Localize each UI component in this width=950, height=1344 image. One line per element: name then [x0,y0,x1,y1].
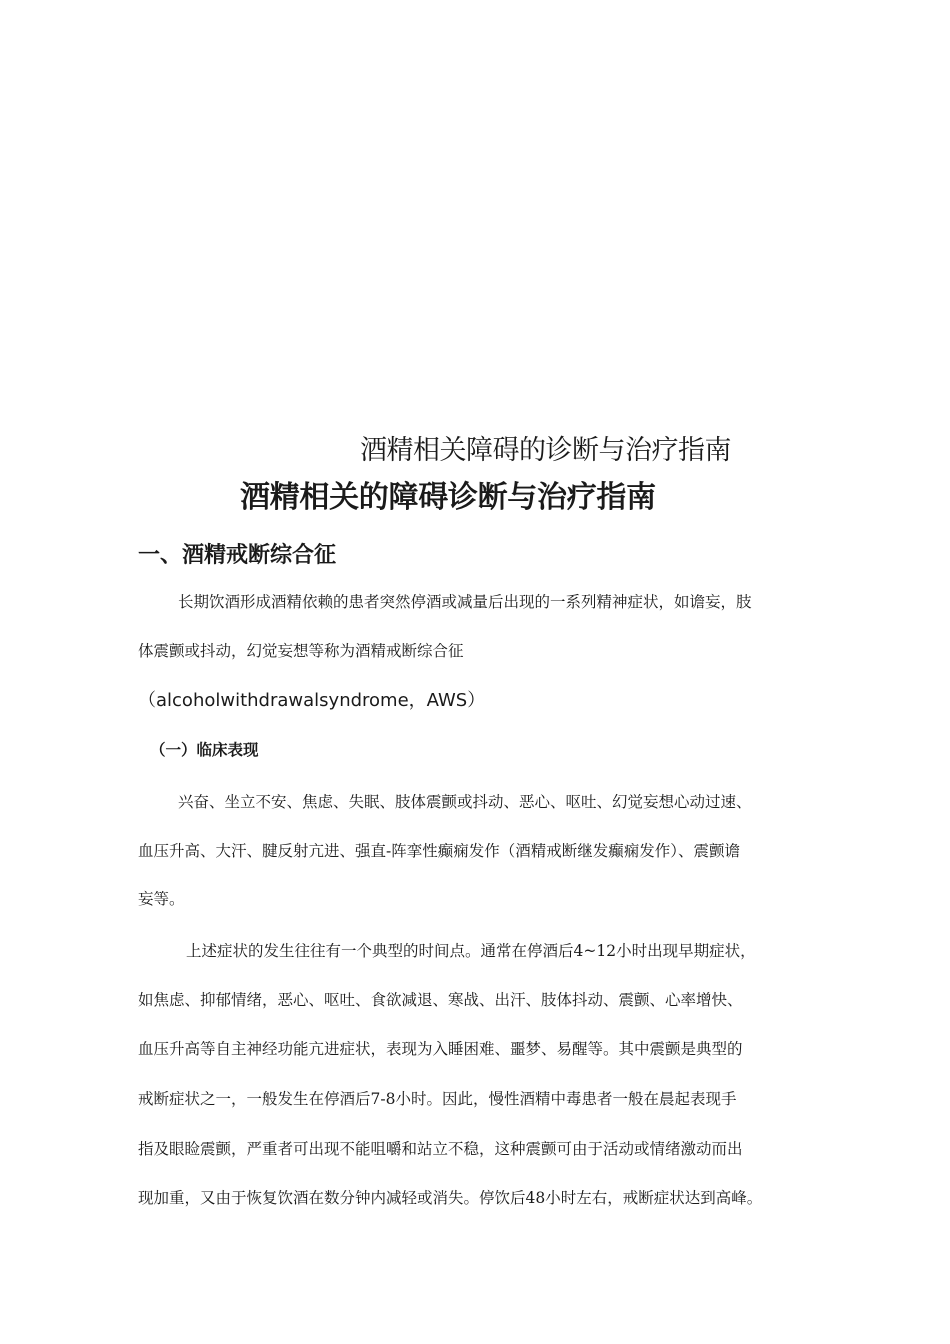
paragraph-line: 妄等。 [138,890,185,908]
paragraph-line: 体震颤或抖动，幻觉妄想等称为酒精戒断综合征 [138,642,464,660]
document-title: 酒精相关障碍的诊断与治疗指南 [360,435,731,466]
paragraph-line: 血压升高等自主神经功能亢进症状，表现为入睡困难、噩梦、易醒等。其中震颤是典型的 [138,1040,743,1058]
paragraph-line: 长期饮酒形成酒精依赖的患者突然停酒或减量后出现的一系列精神症状，如谵妄，肢 [178,593,752,611]
paragraph-line: 血压升高、大汗、腱反射亢进、强直-阵挛性癫痫发作（酒精戒断继发癫痫发作）、震颤谵 [138,842,740,860]
paragraph-line: 上述症状的发生往往有一个典型的时间点。通常在停酒后4~12小时出现早期症状， [186,942,756,960]
document-subtitle: 酒精相关的障碍诊断与治疗指南 [240,480,656,515]
paragraph-line: 指及眼睑震颤，严重者可出现不能咀嚼和站立不稳，这种震颤可由于活动或情绪激动而出 [138,1140,743,1158]
paragraph-line: 如焦虑、抑郁情绪，恶心、呕吐、食欲减退、寒战、出汗、肢体抖动、震颤、心率增快、 [138,991,743,1009]
paragraph-line: 兴奋、坐立不安、焦虑、失眠、肢体震颤或抖动、恶心、呕吐、幻觉妄想心动过速、 [178,793,752,811]
section-heading: 一、酒精戒断综合征 [138,543,337,568]
paragraph-line: 现加重，又由于恢复饮酒在数分钟内减轻或消失。停饮后48小时左右，戒断症状达到高峰。 [138,1189,763,1207]
paragraph-line: 戒断症状之一，一般发生在停酒后7-8小时。因此，慢性酒精中毒患者一般在晨起表现手 [138,1090,737,1108]
paragraph-line: （alcoholwithdrawalsyndrome，AWS） [138,690,486,711]
subsection-heading: （一）临床表现 [150,740,259,759]
